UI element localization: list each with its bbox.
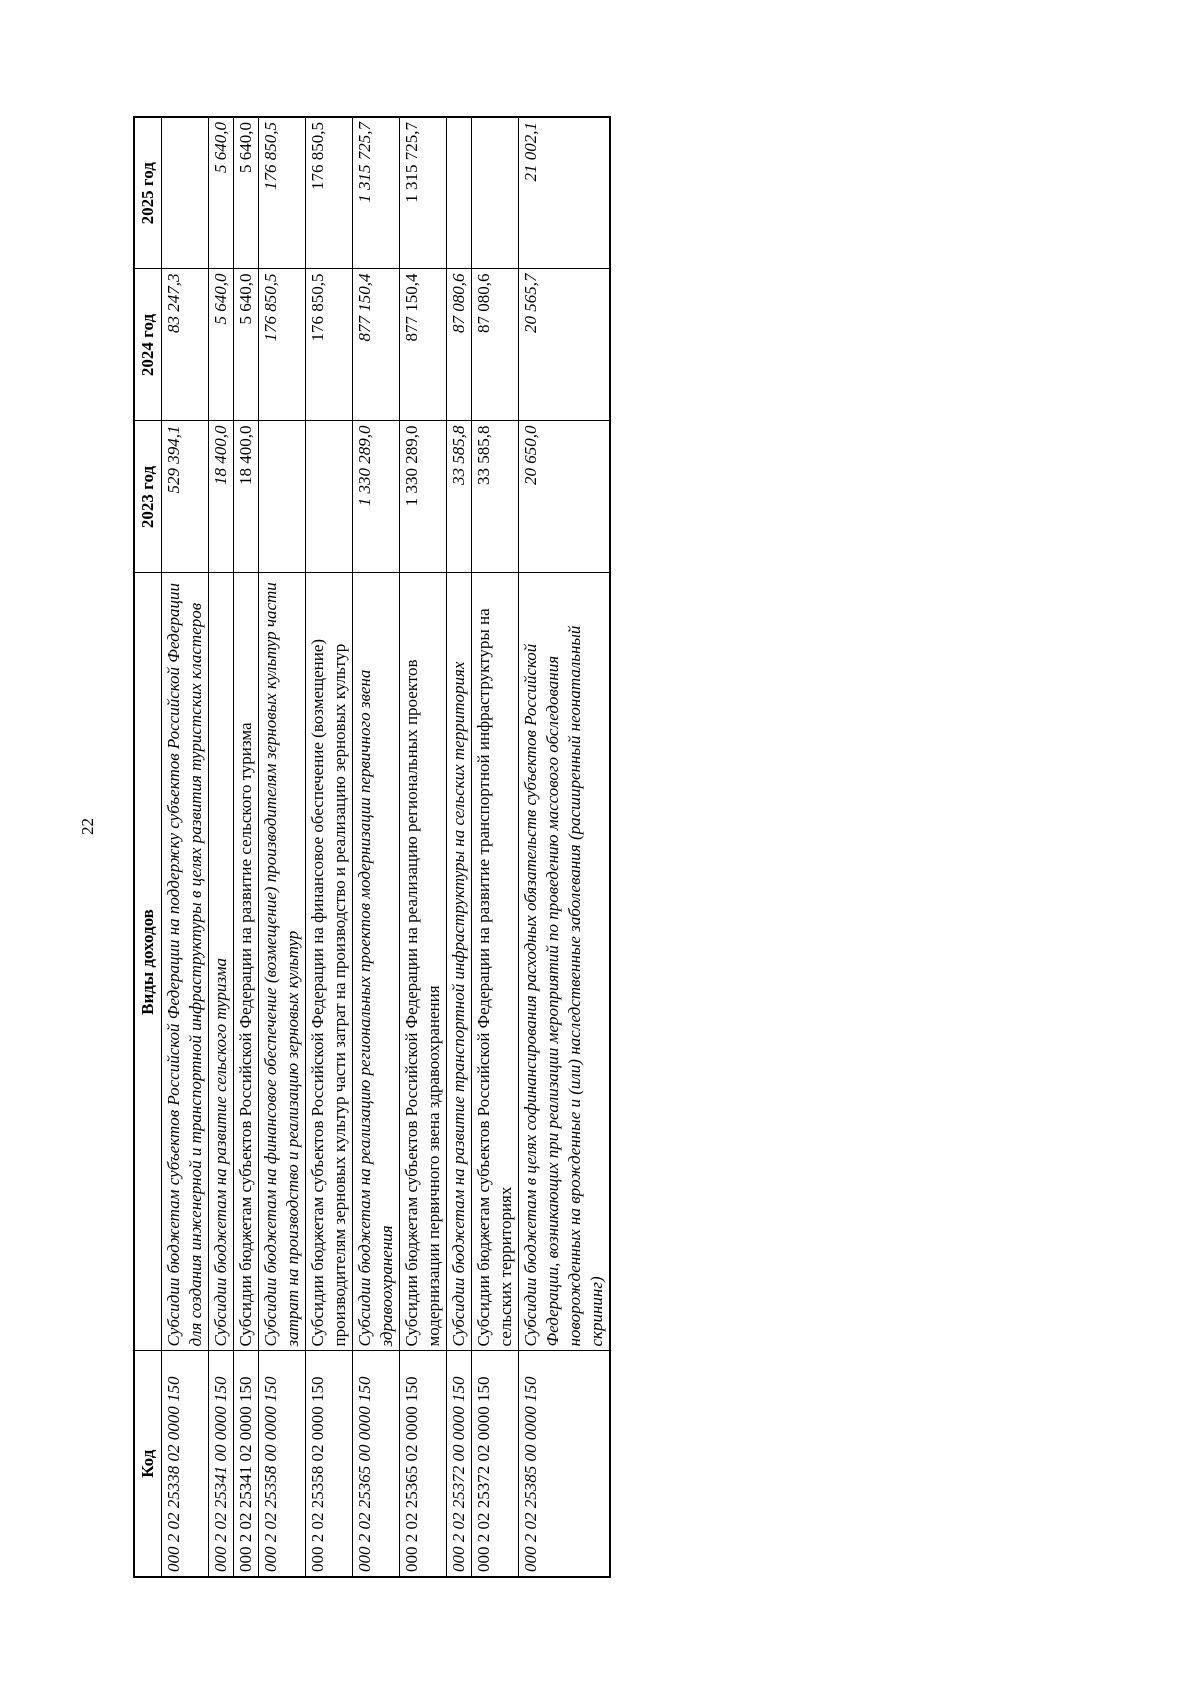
row-description: Субсидии бюджетам субъектов Российской Федерации на реализацию региональных проектов модернизации первичного звена здравоохранения [400, 573, 447, 1351]
table-row [400, 117, 447, 1577]
table-row [306, 117, 353, 1577]
table-row [353, 117, 400, 1577]
row-value-2025 [162, 117, 209, 269]
row-value-2024: 5 640,0 [234, 269, 259, 421]
row-value-2024: 87 080,6 [472, 269, 519, 421]
row-code: 000 2 02 25338 02 0000 150 [162, 1351, 209, 1577]
row-value-2023: 20 650,0 [519, 421, 611, 573]
row-value-2023: 33 585,8 [472, 421, 519, 573]
row-value-2024: 87 080,6 [447, 269, 472, 421]
row-code: 000 2 02 25365 02 0000 150 [400, 1351, 447, 1577]
header-kind: Виды доходов [134, 573, 162, 1351]
row-code: 000 2 02 25341 00 0000 150 [209, 1351, 234, 1577]
row-code: 000 2 02 25365 00 0000 150 [353, 1351, 400, 1577]
page-number: 22 [78, 818, 97, 835]
row-value-2025: 5 640,0 [209, 117, 234, 269]
header-code: Код [134, 1351, 162, 1577]
row-code: 000 2 02 25358 00 0000 150 [259, 1351, 306, 1577]
header-2024: 2024 год [134, 269, 162, 421]
row-value-2025 [472, 117, 519, 269]
table-row [447, 117, 472, 1577]
header-2025: 2025 год [134, 117, 162, 269]
row-value-2023: 1 330 289,0 [400, 421, 447, 573]
table-row [519, 117, 611, 1577]
row-value-2025: 176 850,5 [259, 117, 306, 269]
row-code: 000 2 02 25358 02 0000 150 [306, 1351, 353, 1577]
row-value-2025: 21 002,1 [519, 117, 611, 269]
row-code: 000 2 02 25372 02 0000 150 [472, 1351, 519, 1577]
row-value-2025: 176 850,5 [306, 117, 353, 269]
row-value-2025: 1 315 725,7 [400, 117, 447, 269]
row-value-2025: 1 315 725,7 [353, 117, 400, 269]
row-value-2024: 176 850,5 [259, 269, 306, 421]
row-description: Субсидии бюджетам на реализацию региональных проектов модернизации первичного звена здравоохранения [353, 573, 400, 1351]
row-code: 000 2 02 25341 02 0000 150 [234, 1351, 259, 1577]
income-table [133, 116, 611, 1578]
row-value-2024: 5 640,0 [209, 269, 234, 421]
row-value-2023: 18 400,0 [209, 421, 234, 573]
row-value-2024: 20 565,7 [519, 269, 611, 421]
header-2023: 2023 год [134, 421, 162, 573]
row-value-2023 [306, 421, 353, 573]
row-description: Субсидии бюджетам субъектов Российской Федерации на поддержку субъектов Российской Федерации для создания инженерной и транспортной инфраструктуры в целях развития туристских кластеров [162, 573, 209, 1351]
row-description: Субсидии бюджетам в целях софинансирования расходных обязательств субъектов Российской Федерации, возникающих при реализации мероприятий по проведению массового обследования новорожденных на врожденные и (или) наследственные заболевания (расширенный неонатальный скрининг) [519, 573, 611, 1351]
row-code: 000 2 02 25372 00 0000 150 [447, 1351, 472, 1577]
row-value-2025: 5 640,0 [234, 117, 259, 269]
row-value-2024: 83 247,3 [162, 269, 209, 421]
table-row [209, 117, 234, 1577]
row-description: Субсидии бюджетам субъектов Российской Федерации на финансовое обеспечение (возмещение) производителям зерновых культур части затрат на производство и реализацию зерновых культур [306, 573, 353, 1351]
table-row [472, 117, 519, 1577]
table-row [162, 117, 209, 1577]
row-description: Субсидии бюджетам на развитие транспортной инфраструктуры на сельских территориях [447, 573, 472, 1351]
rotated-table-container [133, 116, 611, 1578]
row-description: Субсидии бюджетам субъектов Российской Федерации на развитие транспортной инфраструктуры на сельских территориях [472, 573, 519, 1351]
row-value-2023 [259, 421, 306, 573]
row-description: Субсидии бюджетам субъектов Российской Федерации на развитие сельского туризма [234, 573, 259, 1351]
row-value-2024: 877 150,4 [353, 269, 400, 421]
row-value-2023: 18 400,0 [234, 421, 259, 573]
row-value-2023: 33 585,8 [447, 421, 472, 573]
table-header-row [134, 117, 162, 1577]
row-description: Субсидии бюджетам на финансовое обеспечение (возмещение) производителям зерновых культур части затрат на производство и реализацию зерновых культур [259, 573, 306, 1351]
row-value-2023: 529 394,1 [162, 421, 209, 573]
table-row [259, 117, 306, 1577]
table-row [234, 117, 259, 1577]
row-description: Субсидии бюджетам на развитие сельского туризма [209, 573, 234, 1351]
row-code: 000 2 02 25385 00 0000 150 [519, 1351, 611, 1577]
row-value-2024: 877 150,4 [400, 269, 447, 421]
row-value-2025 [447, 117, 472, 269]
row-value-2024: 176 850,5 [306, 269, 353, 421]
row-value-2023: 1 330 289,0 [353, 421, 400, 573]
